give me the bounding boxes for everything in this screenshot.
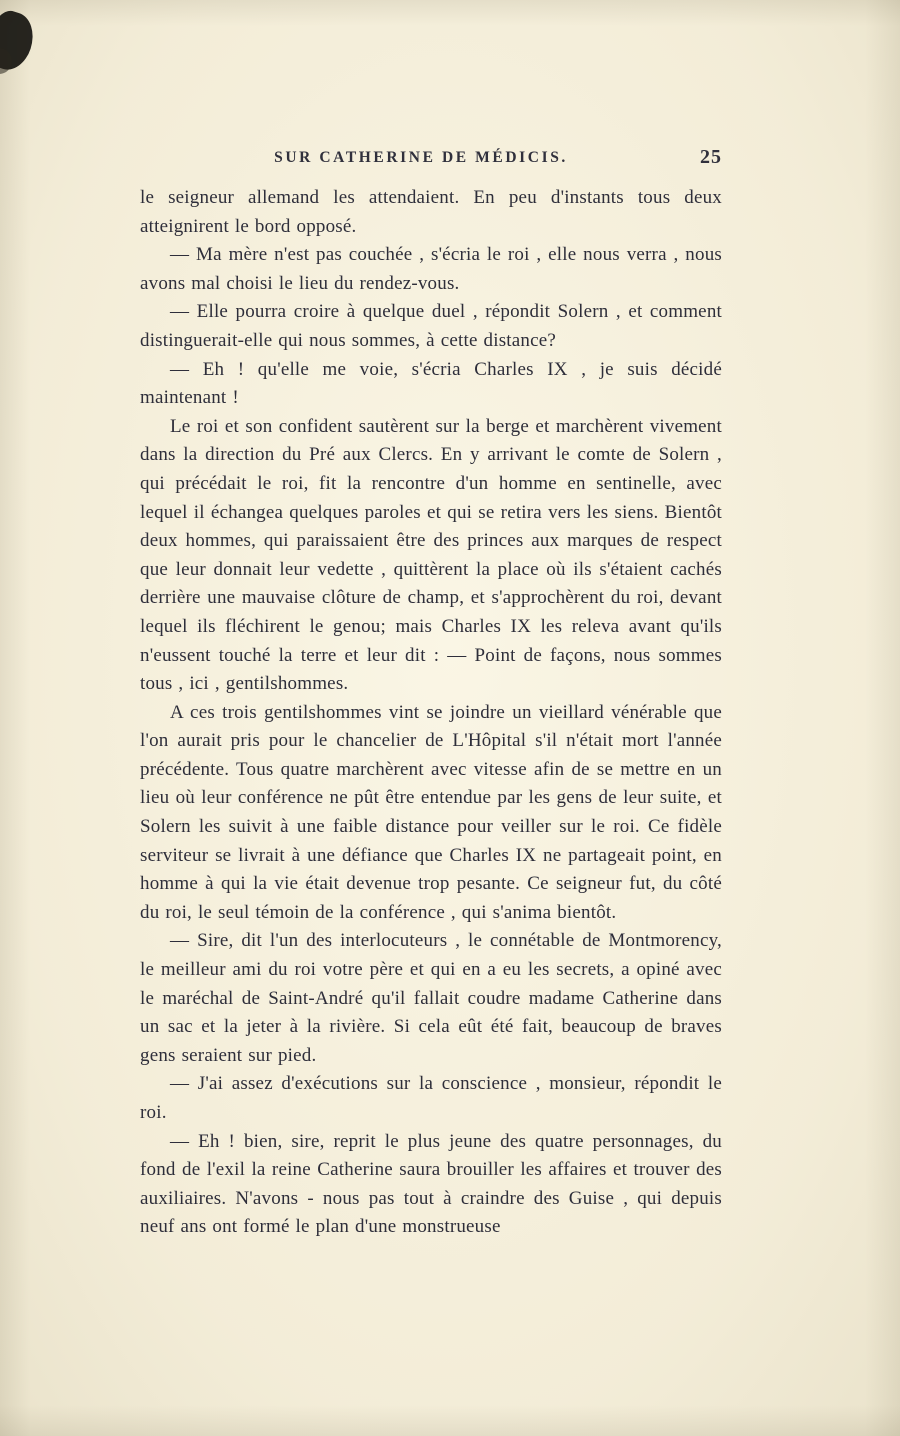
paragraph: A ces trois gentilshommes vint se joindre un vieillard vénérable que l'on aurait pris pour le chancelier de L'Hôpital s'il n'était mort l'année précédente. Tous quatre marchèrent avec vitesse afin de se mettre en un lieu où leur conférence ne pût être entendue par les gens de leur suite, et Solern les suivit à une faible distance pour veiller sur le roi. Ce fidèle serviteur se livrait à une défiance que Charles IX ne partageait point, en homme à qui la vie était devenue trop pesante. Ce seigneur fut, du côté du roi, le seul témoin de la conférence , qui s'anima bientôt. [140,701,722,923]
paragraph: — Sire, dit l'un des interlocuteurs , le connétable de Montmorency, le meilleur ami du roi votre père et qui en a eu les secrets, a opiné avec le maréchal de Saint-André qu'il fallait coudre madame Catherine dans un sac et la jeter à la rivière. Si cela eût été fait, beaucoup de braves gens seraient sur pied. [140,930,722,1066]
page-text [140,184,722,1242]
page-header [140,146,722,175]
paragraph: — Ma mère n'est pas couchée , s'écria le roi , elle nous verra , nous avons mal choisi le lieu du rendez-vous. [140,244,722,294]
paragraph: le seigneur allemand les attendaient. En peu d'instants tous deux atteignirent le bord opposé. [140,187,722,237]
paragraph: — Eh ! qu'elle me voie, s'écria Charles IX , je suis décidé maintenant ! [140,358,722,409]
paragraph: — Eh ! bien, sire, reprit le plus jeune des quatre personnages, du fond de l'exil la reine Catherine saura brouiller les affaires et trouver des auxiliaires. N'avons - nous pas tout à craindre des Guise , qui depuis neuf ans ont formé le plan d'une monstrueuse [140,1130,722,1238]
running-title: SUR CATHERINE DE MÉDICIS. [274,149,568,166]
paragraph: Le roi et son confident sautèrent sur la berge et marchèrent vivement dans la direction du Pré aux Clercs. En y arrivant le comte de Solern , qui précédait le roi, fit la rencontre d'un homme en sentinelle, avec lequel il échangea quelques paroles et qui se retira vers les siens. Bientôt deux hommes, qui paraissaient être des princes aux marques de respect que leur donnait leur vedette , quittèrent la place où ils s'étaient cachés derrière une mauvaise clôture de champ, et s'approchèrent du roi, devant lequel ils fléchirent le genou; mais Charles IX les releva avant qu'ils n'eussent touché la terre et leur dit : — Point de façons, nous sommes tous , ici , gentilshommes. [140,415,722,695]
page-number: 25 [700,146,722,168]
paragraph: — J'ai assez d'exécutions sur la conscience , monsieur, répondit le roi. [140,1073,722,1123]
paragraph: — Elle pourra croire à quelque duel , répondit Solern , et comment distinguerait-elle qui nous sommes, à cette distance? [140,301,722,351]
